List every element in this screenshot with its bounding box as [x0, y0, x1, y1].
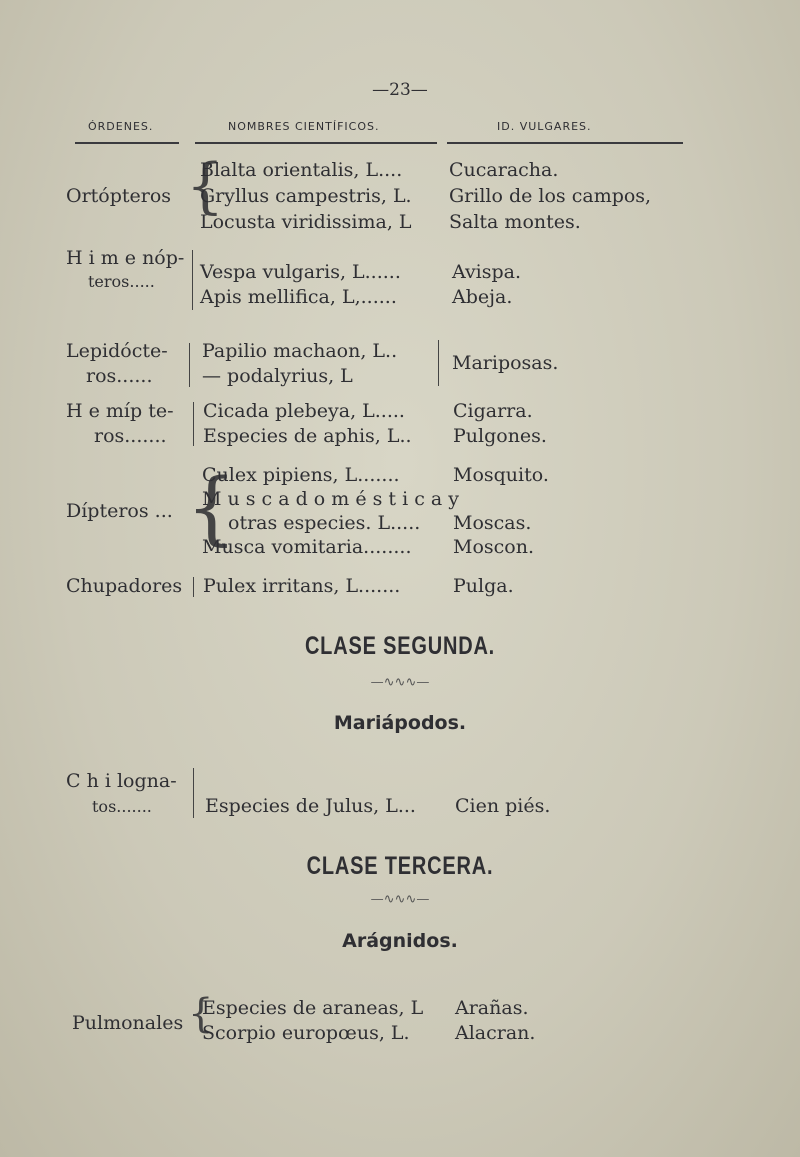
order-label: tos....... [92, 797, 152, 816]
scientific-name: Especies de aphis, L.. [203, 425, 412, 447]
common-name: Arañas. [455, 997, 529, 1019]
common-name: Cucaracha. [449, 159, 559, 181]
scientific-name: Musca vomitaria........ [202, 536, 412, 558]
header-ordenes: ÓRDENES. [88, 120, 154, 133]
page-number: —23— [372, 80, 428, 100]
common-name: Mariposas. [452, 352, 559, 374]
section-title: CLASE SEGUNDA. [304, 632, 496, 660]
order-label: C h i logna- [66, 770, 177, 792]
order-label: Chupadores [66, 575, 183, 597]
common-name: Avispa. [452, 261, 522, 283]
scientific-name: Pulex irritans, L....... [203, 575, 401, 597]
common-name: Moscas. [453, 512, 532, 534]
divider [193, 768, 194, 818]
header-nombres-cientificos: NOMBRES CIENTÍFICOS. [228, 120, 380, 133]
common-name: Cien piés. [455, 795, 551, 817]
scientific-name: Culex pipiens, L....... [202, 464, 400, 486]
brace-icon [192, 250, 193, 310]
common-name: Grillo de los campos, [449, 185, 652, 207]
scientific-name: Apis mellifica, L,...... [200, 286, 397, 308]
section-subtitle: Mariápodos. [333, 712, 467, 734]
order-label: H e míp te- [66, 400, 174, 422]
order-label: H i m e nóp- [66, 247, 185, 269]
scientific-name: Scorpio europœus, L. [202, 1022, 410, 1044]
scientific-name: Cicada plebeya, L..... [203, 400, 405, 422]
order-label: teros..... [88, 272, 155, 291]
brace-icon: { [186, 151, 225, 221]
divider [189, 343, 190, 387]
common-name: Pulga. [453, 575, 514, 597]
common-name: Mosquito. [453, 464, 549, 486]
scientific-name: Vespa vulgaris, L...... [200, 261, 401, 283]
common-name: Salta montes. [449, 211, 581, 233]
ornament-divider: —∿∿∿— [370, 892, 430, 907]
header-rule-1 [75, 142, 179, 144]
order-label: ros...... [86, 365, 153, 387]
divider [193, 577, 194, 597]
brace-icon [438, 340, 439, 386]
order-label: Ortópteros [66, 185, 172, 207]
divider [193, 402, 194, 446]
section-subtitle: Arágnidos. [342, 930, 458, 952]
scientific-name: otras especies. L..... [228, 512, 421, 534]
order-label: Dípteros ... [66, 500, 173, 522]
scientific-name: Blalta orientalis, L.... [200, 159, 403, 181]
header-rule-3 [447, 142, 683, 144]
order-label: Pulmonales [72, 1012, 184, 1034]
header-rule-2 [195, 142, 437, 144]
scientific-name: Especies de araneas, L [202, 997, 424, 1019]
common-name: Cigarra. [453, 400, 533, 422]
common-name: Abeja. [452, 286, 513, 308]
order-label: ros....... [94, 425, 167, 447]
order-label: Lepidócte- [66, 340, 168, 362]
ornament-divider: —∿∿∿— [370, 675, 430, 690]
scientific-name: Gryllus campestris, L. [200, 185, 412, 207]
common-name: Pulgones. [453, 425, 547, 447]
scientific-name: Papilio machaon, L.. [202, 340, 398, 362]
scientific-name: Especies de Julus, L... [205, 795, 416, 817]
scientific-name: — podalyrius, L [202, 365, 353, 387]
brace-icon: { [186, 461, 237, 554]
header-id-vulgares: ID. VULGARES. [497, 120, 592, 133]
scientific-name: M u s c a d o m é s t i c a y [202, 488, 459, 510]
common-name: Moscon. [453, 536, 535, 558]
section-title: CLASE TERCERA. [306, 852, 494, 880]
brace-icon: { [188, 991, 214, 1037]
scientific-name: Locusta viridissima, L [200, 211, 412, 233]
common-name: Alacran. [455, 1022, 536, 1044]
